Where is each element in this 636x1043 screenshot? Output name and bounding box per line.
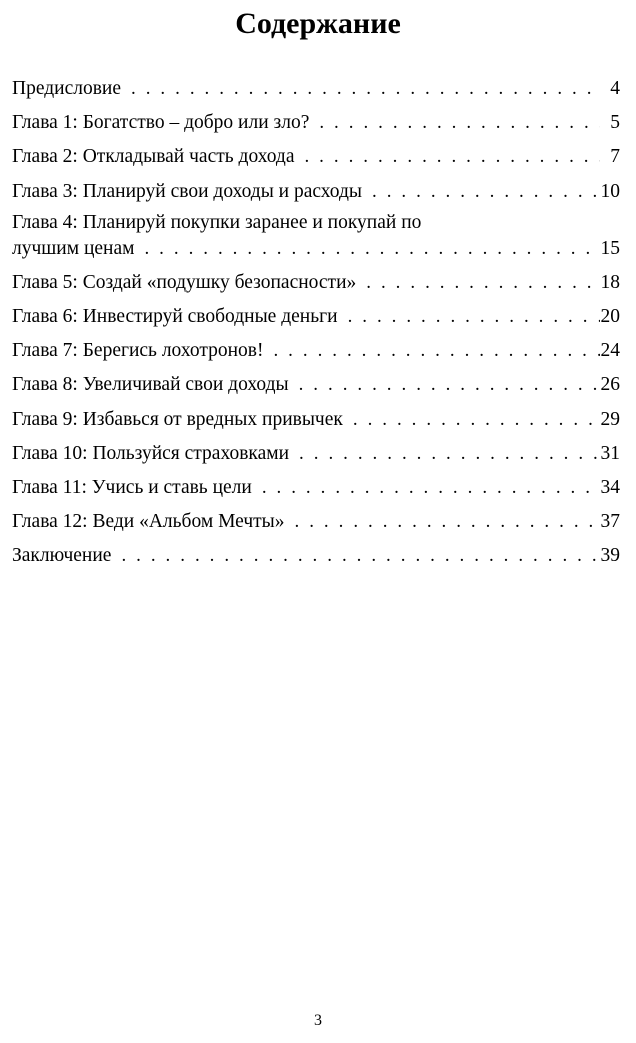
toc-entry-label: Глава 10: Пользуйся страховками [12, 442, 290, 464]
toc-entry-label: Глава 3: Планируй свои доходы и расходы [12, 180, 363, 202]
dot-leader [121, 72, 600, 106]
toc-entry-page: 10 [600, 180, 620, 202]
page-number: 3 [314, 1012, 322, 1029]
toc-entry-page: 5 [610, 112, 620, 134]
toc-entry-page: 31 [600, 442, 620, 464]
dot-leader [285, 505, 600, 539]
toc-entry-chapter-10[interactable] [12, 437, 620, 471]
toc-entry-label: Глава 7: Берегись лохотронов! [12, 340, 264, 362]
toc-entry-page: 24 [600, 340, 620, 362]
toc-entry-label: Глава 1: Богатство – добро или зло? [12, 112, 310, 134]
toc-entry-chapter-9[interactable] [12, 403, 620, 437]
dot-leader [289, 437, 600, 471]
toc-entry-label-line-2: лучшим ценам [12, 237, 135, 259]
toc-entry-chapter-8[interactable] [12, 368, 620, 402]
toc-entry-chapter-5[interactable] [12, 266, 620, 300]
toc-entry-chapter-6[interactable] [12, 300, 620, 334]
toc-entry-page: 4 [610, 78, 620, 99]
page-title: Содержание [235, 7, 401, 40]
toc-entry-label: Предисловие [12, 78, 122, 99]
dot-leader [289, 368, 600, 402]
toc-entry-page: 34 [600, 476, 620, 498]
toc-entry-chapter-7[interactable] [12, 334, 620, 368]
toc-entry-page: 7 [610, 146, 620, 168]
dot-leader [356, 266, 600, 300]
dot-leader [343, 403, 600, 437]
dot-leader [111, 539, 600, 573]
toc-entry-page: 29 [600, 408, 620, 430]
toc-entry-page: 18 [600, 271, 620, 293]
toc-entry-label: Глава 11: Учись и ставь цели [12, 476, 252, 498]
toc-entry-label: Глава 9: Избавься от вредных привычек [12, 408, 343, 430]
toc-entry-chapter-4[interactable] [12, 210, 620, 266]
toc-entry-conclusion[interactable] [12, 539, 620, 573]
toc-entry-label: Глава 6: Инвестируй свободные деньги [12, 305, 338, 327]
dot-leader [338, 300, 600, 334]
toc-entry-label: Заключение [12, 545, 112, 567]
toc-entry-label: Глава 2: Откладывай часть дохода [12, 146, 295, 168]
table-of-contents [12, 72, 620, 573]
toc-entry-label-line-1: Глава 4: Планируй покупки заранее и покупай по [12, 211, 422, 233]
toc-entry-preface[interactable] [12, 72, 620, 106]
toc-entry-chapter-11[interactable] [12, 471, 620, 505]
dot-leader [263, 334, 600, 368]
toc-entry-page: 20 [600, 305, 620, 327]
toc-entry-chapter-2[interactable] [12, 140, 620, 174]
dot-leader [252, 471, 600, 505]
toc-entry-chapter-3[interactable] [12, 175, 620, 209]
dot-leader [294, 140, 600, 174]
dot-leader [134, 236, 600, 262]
dot-leader [362, 175, 600, 209]
toc-entry-label: Глава 8: Увеличивай свои доходы [12, 374, 289, 396]
dot-leader [309, 106, 600, 140]
toc-entry-label: Глава 5: Создай «подушку безопасности» [12, 271, 357, 293]
toc-entry-page: 15 [600, 237, 620, 259]
toc-entry-page: 26 [600, 374, 620, 396]
toc-entry-label: Глава 12: Веди «Альбом Мечты» [12, 511, 285, 533]
toc-entry-chapter-1[interactable] [12, 106, 620, 140]
toc-entry-page: 37 [600, 511, 620, 533]
toc-entry-chapter-12[interactable] [12, 505, 620, 539]
toc-entry-page: 39 [600, 545, 620, 567]
